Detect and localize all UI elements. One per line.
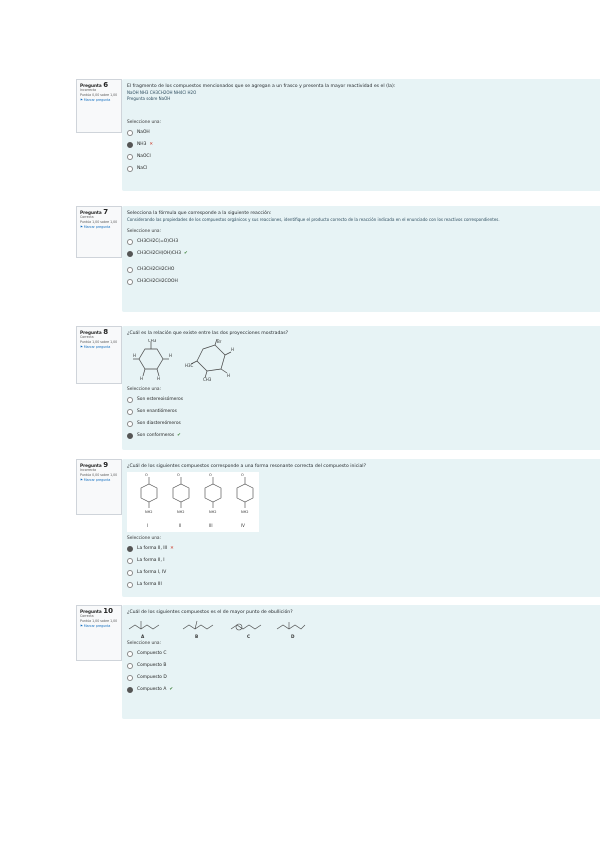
question-content [122,605,600,719]
answer-option[interactable]: Compuesto B [127,660,600,672]
structure-label: B [195,634,199,639]
radio-button[interactable] [127,267,133,273]
correct-icon: ✔ [177,433,181,438]
question-text: ¿Cuál es la relación que existe entre las dos proyecciones mostradas? [127,331,289,336]
answer-title: Seleccione una: [127,120,162,125]
radio-button[interactable] [127,166,133,172]
question-number: Pregunta 7 [80,208,109,216]
radio-button[interactable] [127,409,133,415]
flag-icon: ⚑ [80,478,83,482]
newman-projections-figure [133,339,243,381]
flag-icon: ⚑ [80,225,83,229]
answer-option[interactable]: Son conformeros ✔ [127,430,600,442]
answer-option[interactable]: Compuesto A ✔ [127,684,600,696]
question-text: Selecciona la fórmula que corresponde a la siguiente reacción: [127,211,272,216]
answer-option[interactable]: La forma II, I [127,555,600,567]
flag-icon: ⚑ [80,98,83,102]
radio-button[interactable] [127,251,133,257]
svg-text:CH3: CH3 [203,377,212,381]
answer-option[interactable]: NaOH [127,127,600,139]
question-number: Pregunta 8 [80,328,109,336]
correct-icon: ✔ [184,251,188,256]
question-number: Pregunta 9 [80,461,109,469]
radio-button[interactable] [127,570,133,576]
question-score: Puntúa 1,00 sobre 1,00 [80,340,118,344]
question-score: Puntúa 1,00 sobre 1,00 [80,619,118,623]
answer-option[interactable]: La forma I, IV [127,567,600,579]
radio-button[interactable] [127,582,133,588]
question-text: ¿Cuál de los siguientes compuestos es el de mayor punto de ebullición? [127,610,293,615]
flag-question-link[interactable]: ⚑ Marcar pregunta [80,624,111,628]
svg-text:O: O [177,473,180,477]
radio-button[interactable] [127,558,133,564]
question-number: Pregunta 10 [80,607,113,615]
incorrect-icon: ✕ [170,546,174,551]
answer-option[interactable]: Son diastereómeros [127,418,600,430]
svg-text:O: O [145,473,148,477]
answer-title: Seleccione una: [127,641,162,646]
svg-text:NH2: NH2 [241,510,249,514]
question-info [76,326,122,384]
svg-text:CH3: CH3 [148,339,157,343]
svg-text:H: H [169,353,173,358]
radio-button[interactable] [127,239,133,245]
question-detail: Considerando las propiedades de los compuestos orgánicos y sus reacciones, identifique el producto correcto de la reacción indicada en el enunciado con los reactivos correspondientes. [127,217,500,222]
svg-text:H: H [157,376,161,381]
question-score: Puntúa 1,00 sobre 1,00 [80,220,118,224]
svg-text:O: O [209,473,212,477]
svg-text:NH2: NH2 [177,510,185,514]
question-content [122,326,600,450]
answer-option[interactable]: La forma III [127,579,600,591]
question-content [122,206,600,312]
question-status: Correcta [80,614,94,618]
structure-label: II [179,523,182,528]
question-text: ¿Cuál de los siguientes compuestos corresponde a una forma resonante correcta del compuesto inicial? [127,464,367,469]
radio-button[interactable] [127,546,133,552]
radio-button[interactable] [127,279,133,285]
flag-question-link[interactable]: ⚑ Marcar pregunta [80,478,111,482]
question-status: Correcta [80,335,94,339]
correct-icon: ✔ [169,687,174,692]
answer-title: Seleccione una: [127,229,162,234]
structure-label: C [247,634,251,639]
answer-option[interactable]: Compuesto C [127,648,600,660]
radio-button[interactable] [127,433,133,439]
radio-button[interactable] [127,154,133,160]
question-info [76,459,122,515]
answer-option[interactable]: CH3CH2C(=O)CH3 [127,236,600,248]
compounds-figure [127,617,307,639]
answer-option[interactable]: CH3CH2CH(OH)CH3 ✔ [127,248,600,260]
answer-option[interactable]: Son enantiómeros [127,406,600,418]
svg-text:H: H [231,347,235,352]
answer-option[interactable]: NH3 ✕ [127,139,600,151]
question-number: Pregunta 6 [80,81,109,89]
svg-text:NH2: NH2 [209,510,217,514]
question-score: Puntúa 0,00 sobre 1,00 [80,473,118,477]
svg-text:H3C: H3C [185,363,194,368]
question-info [76,605,122,661]
question-status: Incorrecta [80,88,97,92]
question-prompt: Pregunta sobre NaOH [127,96,171,101]
flag-question-link[interactable]: ⚑ Marcar pregunta [80,345,111,349]
flag-question-link[interactable]: ⚑ Marcar pregunta [80,98,111,102]
radio-button[interactable] [127,687,133,693]
answer-option[interactable]: NaOCl [127,151,600,163]
svg-text:H: H [140,376,144,381]
question-info [76,79,122,133]
question-info [76,206,122,258]
structure-label: IV [241,523,245,528]
radio-button[interactable] [127,663,133,669]
incorrect-icon: ✕ [149,142,154,147]
structure-label: A [141,634,145,639]
flag-icon: ⚑ [80,345,83,349]
radio-button[interactable] [127,397,133,403]
question-score: Puntúa 0,00 sobre 1,00 [80,93,118,97]
structure-label: D [291,634,295,639]
answer-option[interactable]: Compuesto D [127,672,600,684]
svg-text:H: H [133,353,137,358]
structure-label: III [209,523,213,528]
radio-button[interactable] [127,675,133,681]
answer-option[interactable]: La forma II, III ✕ [127,543,600,555]
question-status: Incorrecta [80,468,97,472]
radio-button[interactable] [127,421,133,427]
radio-button[interactable] [127,651,133,657]
answer-option[interactable]: NaCl [127,163,600,175]
structure-label: I [147,523,149,528]
question-text: El fragmento de los compuestos mencionados que se agregan a un frasco y presenta la mayor reactividad es el (la): [127,84,396,89]
answer-option[interactable]: CH3CH2CH2COOH [127,276,600,288]
flag-question-link[interactable]: ⚑ Marcar pregunta [80,225,111,229]
structures-figure [127,472,259,532]
answer-title: Seleccione una: [127,536,162,541]
radio-button[interactable] [127,142,133,148]
question-content [122,79,600,191]
answer-option[interactable]: Son estereoisómeros [127,394,600,406]
svg-text:H: H [227,373,231,378]
radio-button[interactable] [127,130,133,136]
svg-text:NH2: NH2 [145,510,153,514]
question-status: Correcta [80,215,94,219]
answer-option[interactable]: CH3CH2CH2CHO [127,264,600,276]
svg-text:O: O [241,473,244,477]
formula-line: NaOH NH3 CH3CH2OH NH4Cl H2O [127,90,197,95]
flag-icon: ⚑ [80,624,83,628]
svg-text:Br: Br [217,339,222,344]
question-content [122,459,600,597]
answer-title: Seleccione una: [127,387,162,392]
